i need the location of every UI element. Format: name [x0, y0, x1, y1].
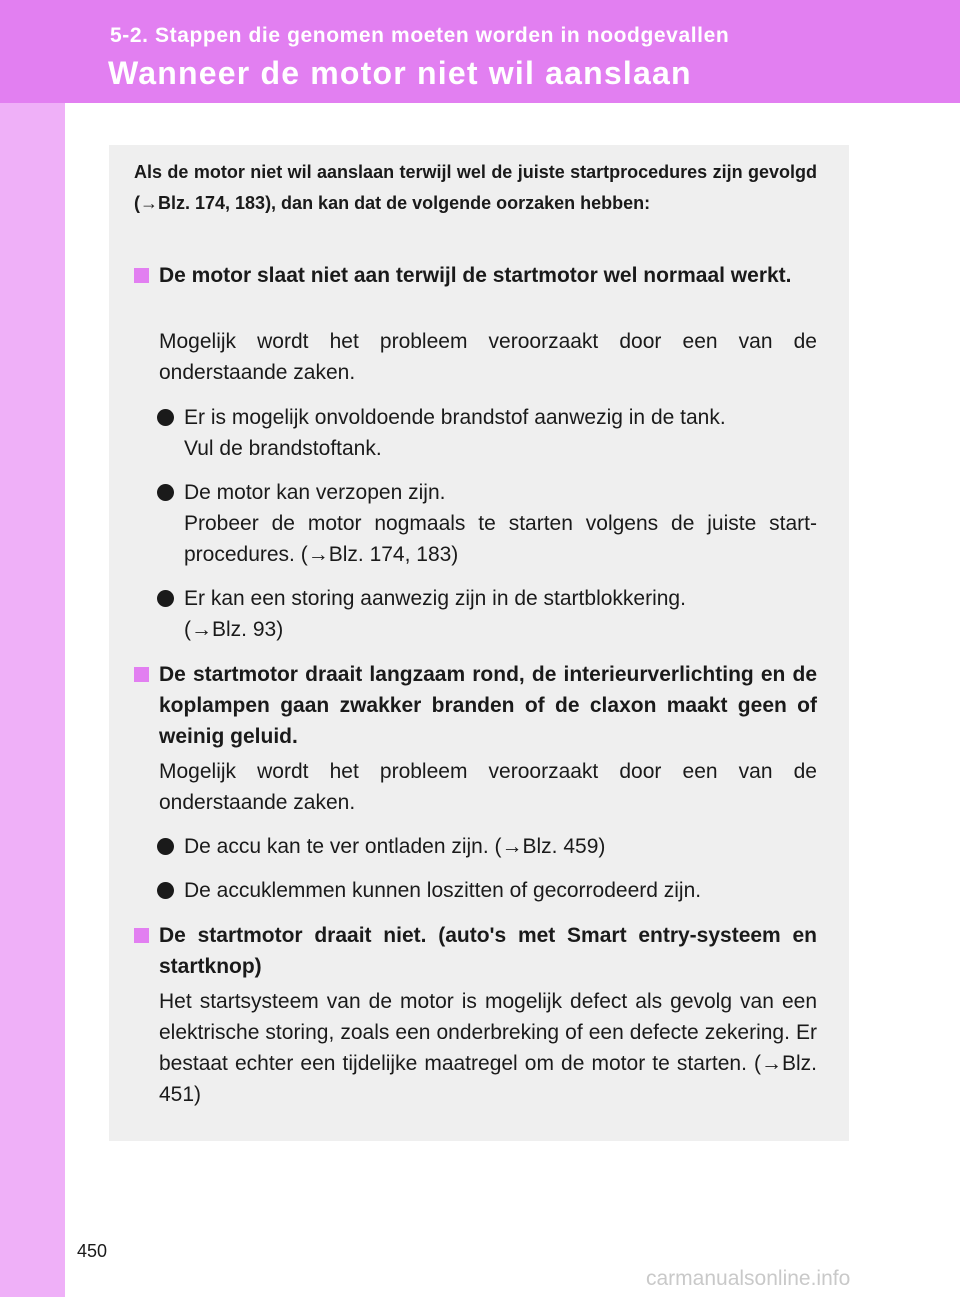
bullet-item: [157, 402, 817, 464]
bullet-line: De accuklemmen kunnen loszitten of gecorrodeerd zijn.: [184, 879, 702, 902]
section-body-2: Mogelijk wordt het probleem veroorzaakt door een van de onderstaande zaken.: [159, 760, 817, 814]
section-heading-3: [134, 920, 817, 982]
square-bullet-icon: [134, 268, 149, 283]
square-bullet-icon: [134, 928, 149, 943]
bullet-line: (→Blz. 93): [184, 618, 284, 641]
bullet-dot-icon: [157, 409, 174, 426]
square-bullet-icon: [134, 667, 149, 682]
section-heading-2: [134, 659, 817, 752]
section-heading-text: De startmotor draait niet. (auto's met Smart entry-systeem en startknop): [159, 924, 817, 978]
section-heading-1: [134, 260, 817, 291]
watermark: carmanualsonline.info: [646, 1267, 851, 1290]
left-margin-strip: [0, 0, 65, 1297]
section-body-1: Mogelijk wordt het probleem veroorzaakt door een van de onderstaande zaken.: [159, 330, 817, 384]
bullet-dot-icon: [157, 838, 174, 855]
bullet-item: [157, 583, 817, 645]
intro-text: Als de motor niet wil aanslaan terwijl wel de juiste startprocedures zijn gevolgd (→Blz. 174, 183), dan kan dat de volgende oorzaken hebben:: [134, 162, 817, 213]
page-number: 450: [77, 1241, 108, 1261]
section-title: 5-2. Stappen die genomen moeten worden in noodgevallen: [110, 24, 730, 47]
section-heading-text: De motor slaat niet aan terwijl de startmotor wel normaal werkt.: [159, 264, 792, 287]
bullet-line: Probeer de motor nogmaals te starten volgens de juiste start-procedures. (→Blz. 174, 183): [184, 512, 817, 566]
bullet-dot-icon: [157, 882, 174, 899]
bullet-line: Er is mogelijk onvoldoende brandstof aanwezig in de tank.: [184, 406, 726, 429]
page-title: Wanneer de motor niet wil aanslaan: [108, 55, 692, 91]
section-heading-text: De startmotor draait langzaam rond, de interieurverlichting en de koplampen gaan zwakker branden of de claxon maakt geen of weinig geluid.: [159, 663, 817, 748]
bullet-line: Vul de brandstoftank.: [184, 437, 382, 460]
bullet-line: De accu kan te ver ontladen zijn. (→Blz. 459): [184, 835, 606, 858]
content-box: [109, 145, 849, 1141]
bullet-line: Er kan een storing aanwezig zijn in de startblokkering.: [184, 587, 686, 610]
page-header: [0, 0, 960, 103]
bullet-item: [157, 875, 817, 906]
bullet-line: De motor kan verzopen zijn.: [184, 481, 446, 504]
bullet-dot-icon: [157, 484, 174, 501]
bullet-dot-icon: [157, 590, 174, 607]
bullet-item: [157, 477, 817, 570]
bullet-item: [157, 831, 817, 862]
section-body-3: Het startsysteem van de motor is mogelijk defect als gevolg van een elektrische storing, zoals een onderbreking of een defecte zekering. Er bestaat echter een tijdelijke maatregel om de motor te starten. (→Blz. 451): [159, 990, 817, 1106]
